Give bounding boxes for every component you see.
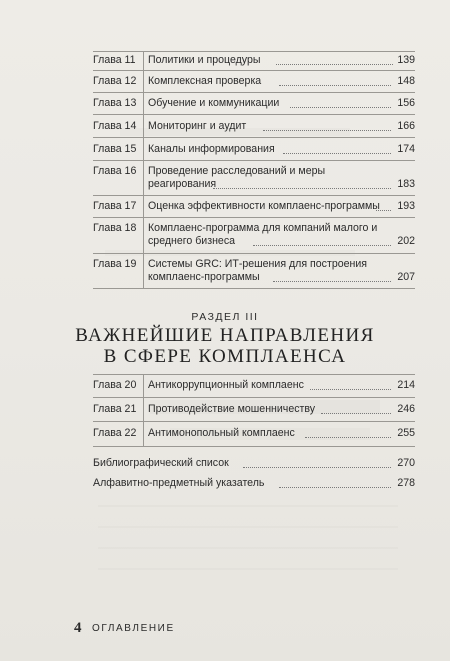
chapter-number: Глава 21 bbox=[93, 403, 137, 415]
chapter-number: Глава 19 bbox=[93, 258, 137, 270]
chapter-number: Глава 14 bbox=[93, 120, 137, 132]
page-number: 139 bbox=[397, 54, 415, 66]
row-divider bbox=[93, 92, 415, 93]
chapter-title: Системы GRC: ИТ-решения для построения комплаенс-программы bbox=[148, 258, 367, 283]
chapter-title: Проведение расследований и меры реагирования bbox=[148, 165, 326, 190]
toc-row[interactable] bbox=[93, 222, 415, 250]
chapter-title: Комплаенс-программа для компаний малого и среднего бизнеса bbox=[148, 222, 378, 247]
toc-row[interactable] bbox=[93, 258, 415, 286]
page-number: 246 bbox=[397, 403, 415, 415]
row-divider bbox=[93, 160, 415, 161]
back-matter-title: Алфавитно-предметный указатель bbox=[93, 477, 265, 489]
row-divider bbox=[93, 397, 415, 398]
chapter-title: Оценка эффективности комплаенс-программы bbox=[148, 200, 380, 212]
table-border-top bbox=[93, 374, 415, 375]
page-number: 193 bbox=[397, 200, 415, 212]
page-number-footer: 4 bbox=[74, 620, 82, 636]
chapter-number: Глава 16 bbox=[93, 165, 137, 177]
page-number: 270 bbox=[397, 457, 415, 469]
table-border-bottom bbox=[93, 446, 415, 447]
chapter-title: Политики и процедуры bbox=[148, 54, 261, 66]
chapter-title: Мониторинг и аудит bbox=[148, 120, 247, 132]
page-number: 183 bbox=[397, 178, 415, 190]
chapter-number: Глава 11 bbox=[93, 54, 136, 66]
page-number: 174 bbox=[397, 143, 415, 155]
chapter-title: Обучение и коммуникации bbox=[148, 97, 280, 109]
page-number: 255 bbox=[397, 427, 415, 439]
table-border-top bbox=[93, 51, 415, 52]
chapter-title: Антимонопольный комплаенс bbox=[148, 427, 295, 439]
page-number: 148 bbox=[397, 75, 415, 87]
page-number: 166 bbox=[397, 120, 415, 132]
chapter-number: Глава 12 bbox=[93, 75, 137, 87]
chapter-title: Противодействие мошенничеству bbox=[148, 403, 316, 415]
running-title: ОГЛАВЛЕНИЕ bbox=[92, 623, 175, 634]
back-matter-title: Библиографический список bbox=[93, 457, 229, 469]
chapter-number: Глава 17 bbox=[93, 200, 137, 212]
chapter-number: Глава 22 bbox=[93, 427, 137, 439]
section-label: РАЗДЕЛ III bbox=[191, 311, 259, 323]
row-divider bbox=[93, 70, 415, 71]
row-divider bbox=[93, 137, 415, 138]
page-number: 214 bbox=[397, 379, 415, 391]
section-title-line2: В СФЕРЕ КОМПЛАЕНСА bbox=[103, 346, 347, 367]
chapter-title: Комплексная проверка bbox=[148, 75, 262, 87]
chapter-title: Антикоррупционный комплаенс bbox=[148, 379, 304, 391]
row-divider bbox=[93, 253, 415, 254]
row-divider bbox=[93, 114, 415, 115]
table-border-bottom bbox=[93, 288, 415, 289]
chapter-number: Глава 20 bbox=[93, 379, 137, 391]
row-divider bbox=[93, 195, 415, 196]
section-title-line1: ВАЖНЕЙШИЕ НАПРАВЛЕНИЯ bbox=[75, 325, 375, 346]
page-number: 156 bbox=[397, 97, 415, 109]
chapter-title: Каналы информирования bbox=[148, 143, 275, 155]
row-divider bbox=[93, 217, 415, 218]
page-number: 278 bbox=[397, 477, 415, 489]
page-number: 207 bbox=[397, 271, 415, 283]
chapter-number: Глава 15 bbox=[93, 143, 137, 155]
chapter-number: Глава 18 bbox=[93, 222, 137, 234]
page-number: 202 bbox=[397, 235, 415, 247]
chapter-number: Глава 13 bbox=[93, 97, 137, 109]
toc-row[interactable] bbox=[93, 165, 415, 193]
row-divider bbox=[93, 421, 415, 422]
